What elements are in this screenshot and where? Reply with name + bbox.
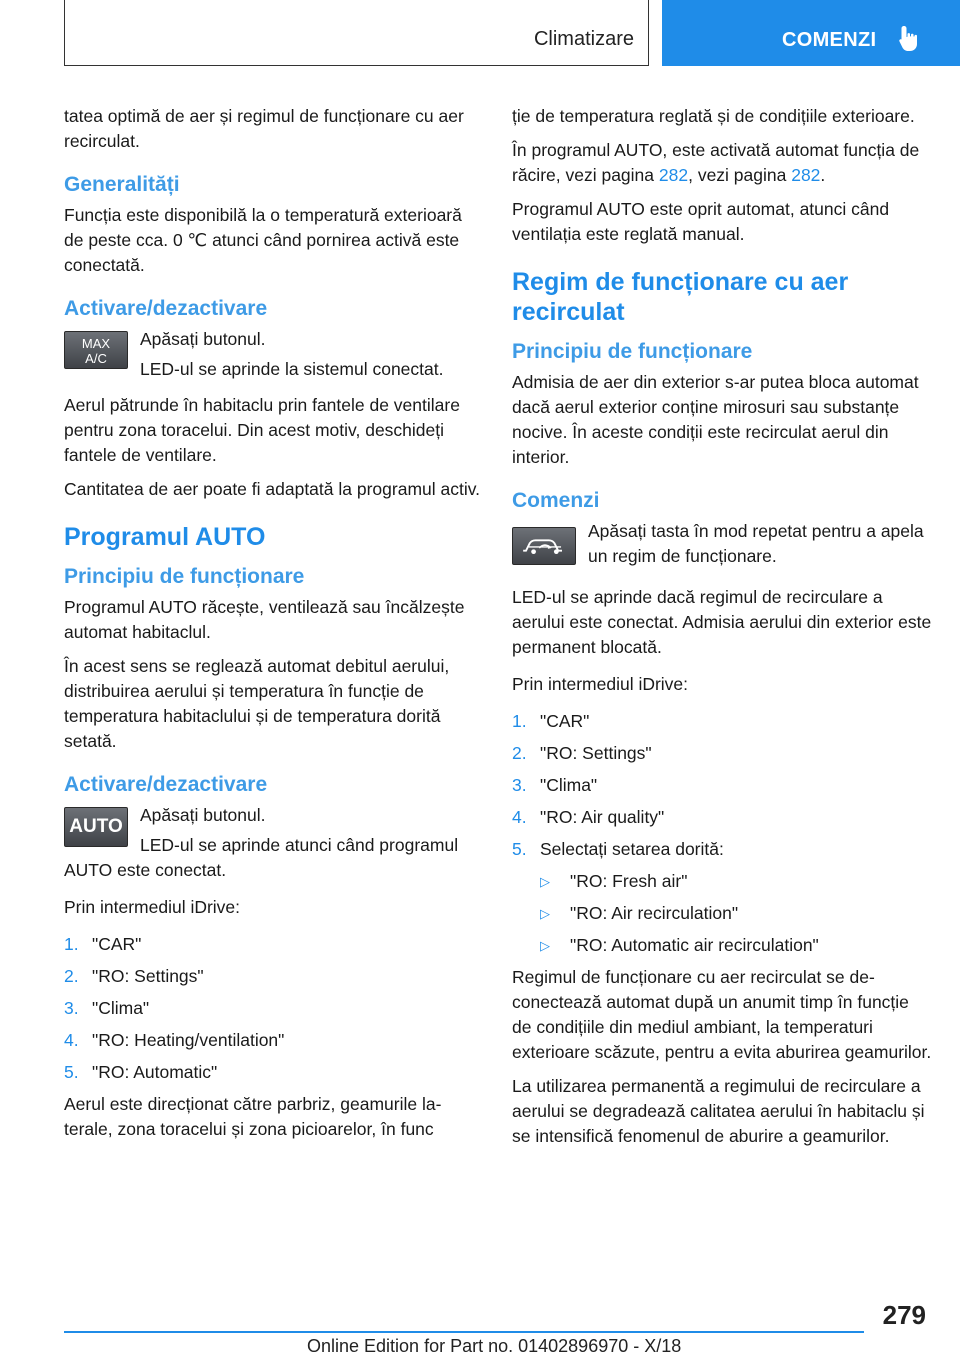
instruction-text: Apăsați tasta în mod repetat pentru a apela un regim de funcționare. [588,521,924,566]
page-link[interactable]: 282 [791,165,821,185]
list-item: 1. "CAR" [64,934,142,954]
max-ac-instruction [64,327,484,387]
list-item: ▷ "RO: Automatic air recirculation" [540,933,932,958]
paragraph: Programul AUTO răcește, ventilează sau încălzește automat habitaclul. [64,597,465,642]
recirculation-instruction [512,519,932,579]
idrive-steps-list [512,709,932,862]
list-item: 1. "CAR" [512,711,590,731]
left-column [64,104,484,1151]
page-number: 279 [882,1300,926,1330]
list-item: ▷ "RO: Air recirculation" [540,901,932,926]
car-recirculation-icon [512,527,576,565]
paragraph: În acest sens se reglează automat debitul aerului, distribuirea aerului și temperatura în funcție de temperatura habitaclului și de temperatura dorită setată. [64,656,450,751]
instruction-text: Apăsați butonul. [140,805,266,825]
auto-button-icon [64,807,128,847]
list-item: 3. "Clima" [512,775,598,795]
heading-activare-1: Activare/dezactivare [64,297,268,320]
header-chapter-tab[interactable] [662,0,960,66]
auto-button-label: AUTO [69,816,123,837]
list-item: 5. "RO: Automatic" [64,1062,218,1082]
paragraph: Aerul pătrunde în habitaclu prin fantele de ventilare pentru zona toracelui. Din acest motiv, deschideți fantele de ventilare. [64,395,460,465]
paragraph: Regimul de funcționare cu aer recirculat se deconectează automat după un anumit timp în funcție de condițiile din mediul ambiant, la temperaturi exterioare scăzute, pentru a evita aburirea geamurilor. [512,967,932,1062]
paragraph: Admisia de aer din exterior s-ar putea bloca automat dacă aerul exterior conține mirosuri sau substanțe nocive. În aceste condiții este recirculat aerul din interior. [512,372,919,467]
list-item: 2. "RO: Settings" [512,743,652,763]
paragraph: LED-ul se aprinde dacă regimul de recirculare a aerului este conectat. Admisia aerului din exterior este permanent blocată. [512,587,932,657]
triangle-bullet-icon: ▷ [540,906,550,921]
heading-generalitati: Generalități [64,173,180,196]
list-item: 4. "RO: Heating/ventilation" [64,1030,285,1050]
heading-activare-2: Activare/dezactivare [64,773,268,796]
footer-edition: Online Edition for Part no. 01402896970 - X/18 [307,1336,682,1356]
paragraph: La utilizarea permanentă a regimului de recirculare a aerului se degradează calitatea aerului în habitaclu și se intensifică fenomenul de aburire a geamurilor. [512,1076,925,1146]
triangle-bullet-icon: ▷ [540,938,550,953]
hand-pointer-icon [894,22,926,54]
list-item: 2. "RO: Settings" [64,966,204,986]
max-ac-button-icon [64,331,128,369]
right-column [512,104,932,1158]
auto-instruction [64,803,484,883]
paragraph: ție de temperatura reglată și de condițiile exterioare. [512,106,915,126]
paragraph: Prin intermediul iDrive: [512,674,689,694]
heading-comenzi: Comenzi [512,489,600,512]
setting-options-list [540,869,932,958]
section-title: Climatizare [533,28,634,50]
heading-regim-recirculat: Regim de funcționare cu aer recirculat [512,268,849,326]
header-section-box [64,0,649,66]
max-ac-button-label: MAX A/C [81,336,111,366]
chapter-title: COMENZI [782,29,877,51]
list-item: 5. Selectați setarea dorită: [512,839,724,859]
triangle-bullet-icon: ▷ [540,874,550,889]
instruction-text: LED-ul se aprinde atunci când programul AUTO este conectat. [64,835,459,880]
heading-programul-auto: Programul AUTO [64,523,266,551]
paragraph: În programul AUTO, este activată automat funcția de răcire, vezi pagina 282, vezi pagina 282. [512,140,920,185]
list-item: 4. "RO: Air quality" [512,807,665,827]
instruction-text: LED-ul se aprinde la sistemul conectat. [140,359,444,379]
paragraph: Cantitatea de aer poate fi adaptată la programul activ. [64,479,481,499]
paragraph: Aerul este direcționat către parbriz, geamurile laterale, zona toracelui și zona picioarelor, în func [64,1094,442,1139]
list-item: 3. "Clima" [64,998,150,1018]
paragraph: Programul AUTO este oprit automat, atunci când ventilația este reglată manual. [512,199,890,244]
paragraph: tatea optimă de aer și regimul de funcționare cu aer recirculat. [64,106,464,151]
footer-divider [64,1331,864,1333]
instruction-text: Apăsați butonul. [140,329,266,349]
page-link[interactable]: 282 [658,165,689,185]
paragraph: Prin intermediul iDrive: [64,897,241,917]
heading-principiu-1: Principiu de funcționare [64,565,305,588]
paragraph: Funcția este disponibilă la o temperatură exterioară de peste cca. 0 ℃ atunci când pornirea activă este conectată. [64,205,462,275]
idrive-steps-list [64,932,484,1085]
list-item: ▷ "RO: Fresh air" [540,869,932,894]
heading-principiu-2: Principiu de funcționare [512,340,753,363]
